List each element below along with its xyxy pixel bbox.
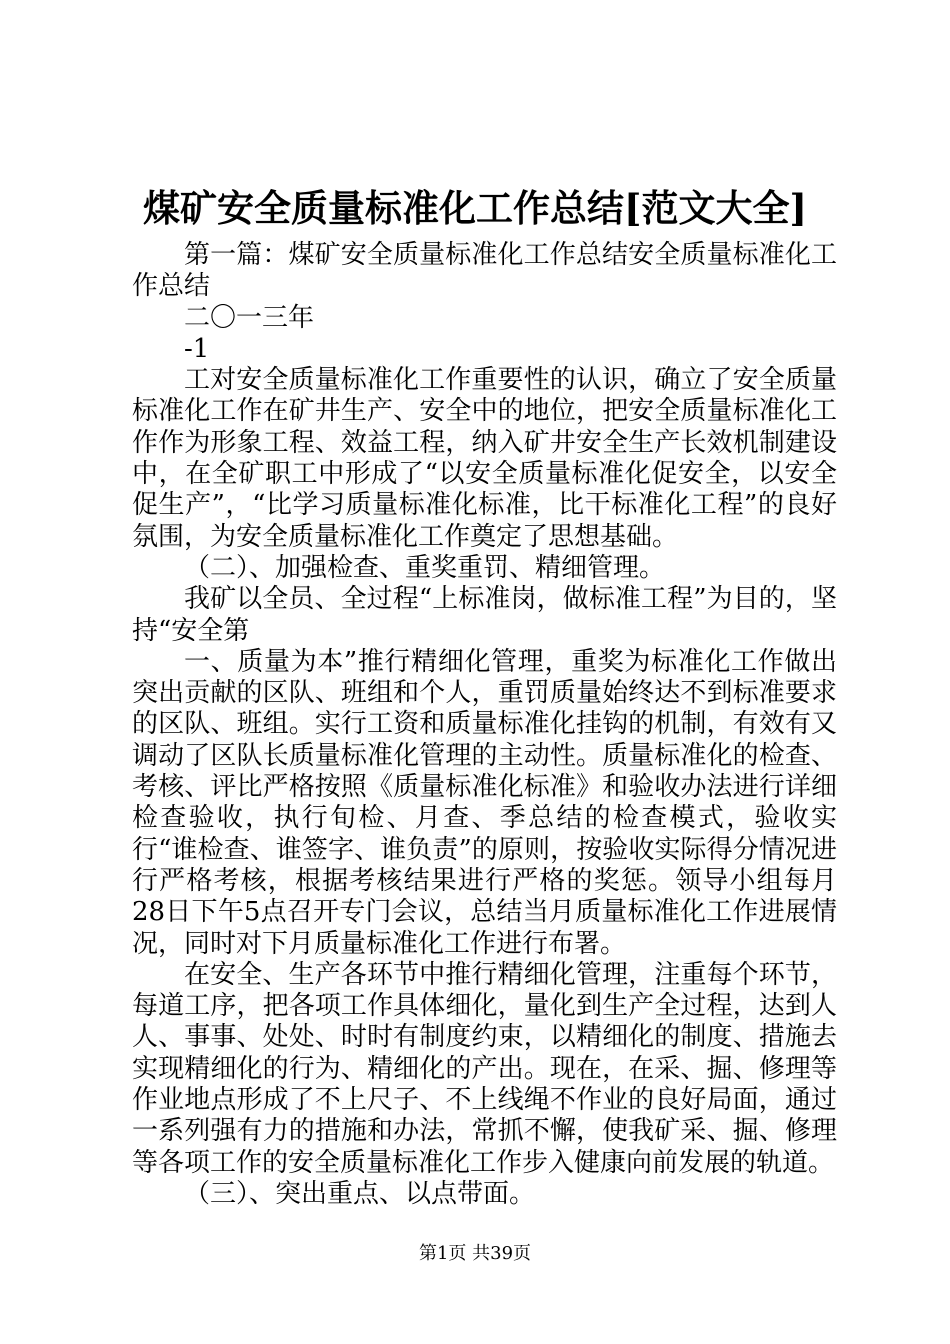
paragraph: 工对安全质量标准化工作重要性的认识，确立了安全质量标准化工作在矿井生产、安全中的地位，把安全质量标准化工作作为形象工程、效益工程，纳入矿井安全生产长效机制建设中，在全矿职工中形成了“以安全质量标准化促安全，以安全促生产”，“比学习质量标准化标准，比干标准化工程”的良好氛围，为安全质量标准化工作奠定了思想基础。: [132, 365, 837, 552]
paragraph: 一、质量为本”推行精细化管理，重奖为标准化工作做出突出贡献的区队、班组和个人，重罚质量始终达不到标准要求的区队、班组。实行工资和质量标准化挂钩的机制，有效有又调动了区队长质量标准化管理的主动性。质量标准化的检查、考核、评比严格按照《质量标准化标准》和验收办法进行详细检查验收，执行旬检、月查、季总结的检查模式，验收实行“谁检查、谁签字、谁负责”的原则，按验收实际得分情况进行严格考核，根据考核结果进行严格的奖惩。领导小组每月28日下午5点召开专门会议，总结当月质量标准化工作进展情况，同时对下月质量标准化工作进行布署。: [132, 646, 837, 959]
document-body: [132, 240, 837, 1210]
document-title: 煤矿安全质量标准化工作总结[范文大全]: [142, 186, 807, 230]
paragraph: 第一篇：煤矿安全质量标准化工作总结安全质量标准化工作总结: [132, 240, 837, 302]
paragraph: -1: [184, 333, 210, 364]
paragraph: （三）、突出重点、以点带面。: [184, 1178, 536, 1209]
paragraph: 二〇一三年: [184, 302, 315, 333]
paragraph: （二）、加强检查、重奖重罚、精细管理。: [184, 552, 666, 583]
paragraph: 我矿以全员、全过程“上标准岗，做标准工程”为目的，坚持“安全第: [132, 584, 837, 646]
page-number-footer: 第1页 共39页: [418, 1243, 532, 1264]
paragraph: 在安全、生产各环节中推行精细化管理，注重每个环节，每道工序，把各项工作具体细化，量化到生产全过程，达到人人、事事、处处、时时有制度约束，以精细化的制度、措施去实现精细化的行为、精细化的产出。现在，在采、掘、修理等作业地点形成了不上尺子、不上线绳不作业的良好局面，通过一系列强有力的措施和办法，常抓不懈，使我矿采、掘、修理等各项工作的安全质量标准化工作步入健康向前发展的轨道。: [132, 959, 837, 1178]
